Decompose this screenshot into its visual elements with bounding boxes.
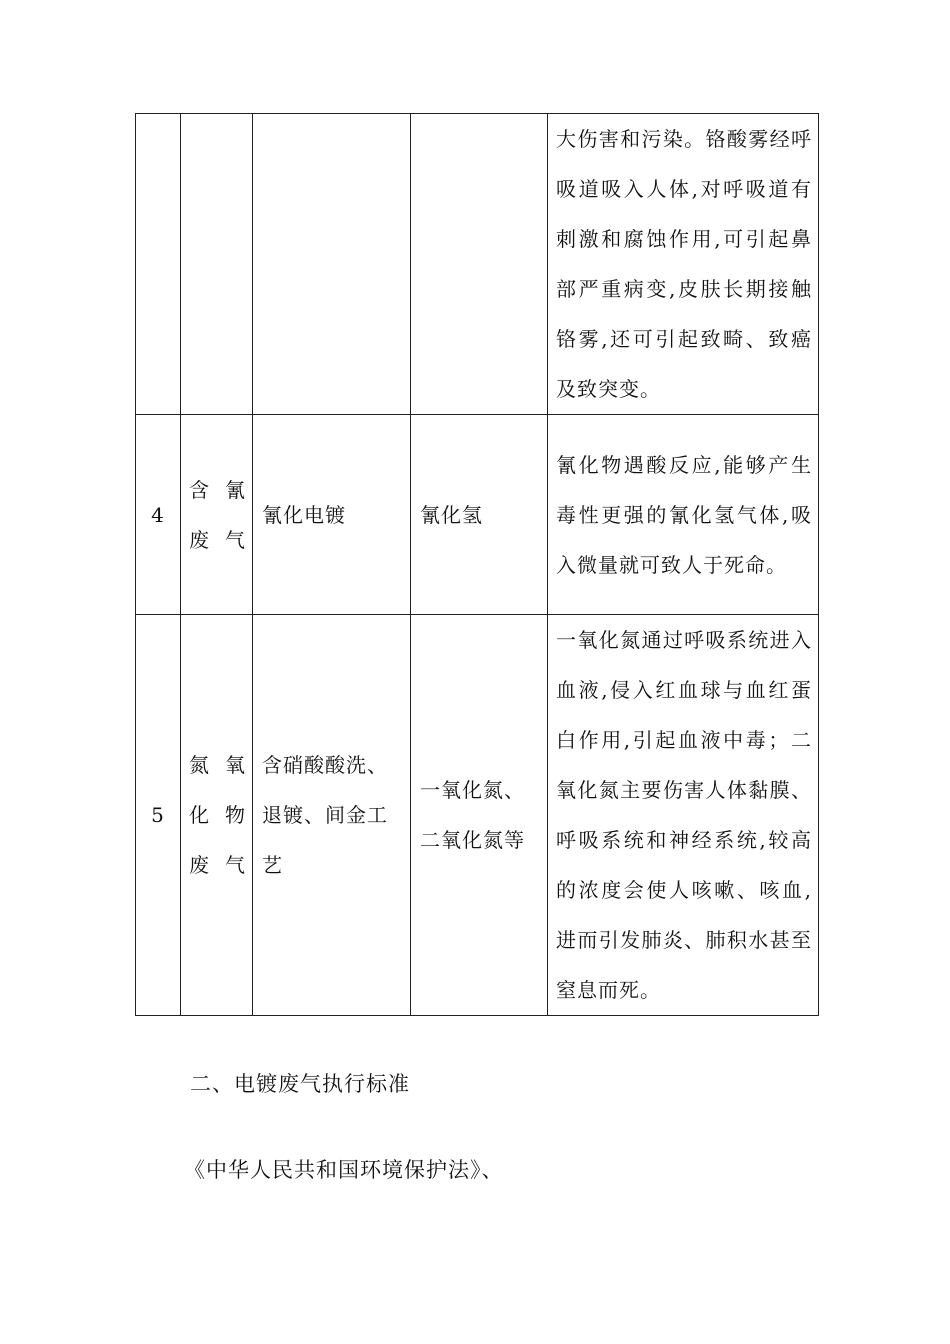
section-heading: 二、电镀废气执行标准 [190, 1072, 410, 1096]
row-number [136, 114, 181, 415]
row-number: 5 [136, 615, 181, 1016]
table-row [136, 615, 819, 1016]
pollutant-cell: 一氧化氮、二氧化氮等 [411, 615, 548, 1016]
source-cell [253, 114, 411, 415]
harm-cell: 大伤害和污染。铬酸雾经呼吸道吸入人体,对呼吸道有刺激和腐蚀作用,可引起鼻部严重病变,皮肤长期接触铬雾,还可引起致畸、致癌及致突变。 [548, 114, 819, 415]
source-cell: 氰化电镀 [253, 415, 411, 615]
pollutant-cell [411, 114, 548, 415]
table-row [136, 114, 819, 415]
pollutant-cell: 氰化氢 [411, 415, 548, 615]
source-cell: 含硝酸酸洗、退镀、间金工艺 [253, 615, 411, 1016]
gas-type-cell [181, 114, 253, 415]
row-number: 4 [136, 415, 181, 615]
pollutant-table [135, 113, 819, 1016]
law-reference-line: 《中华人民共和国环境保护法》、 [184, 1158, 504, 1182]
table-row [136, 415, 819, 615]
harm-cell: 氰化物遇酸反应,能够产生毒性更强的氰化氢气体,吸入微量就可致人于死命。 [548, 415, 819, 615]
harm-cell: 一氧化氮通过呼吸系统进入血液,侵入红血球与血红蛋白作用,引起血液中毒；二氧化氮主要伤害人体黏膜、呼吸系统和神经系统,较高的浓度会使人咳嗽、咳血,进而引发肺炎、肺积水甚至窒息而死。 [548, 615, 819, 1016]
gas-type-cell: 含氰废气 [181, 415, 253, 615]
gas-type-cell: 氮氧化物废气 [181, 615, 253, 1016]
